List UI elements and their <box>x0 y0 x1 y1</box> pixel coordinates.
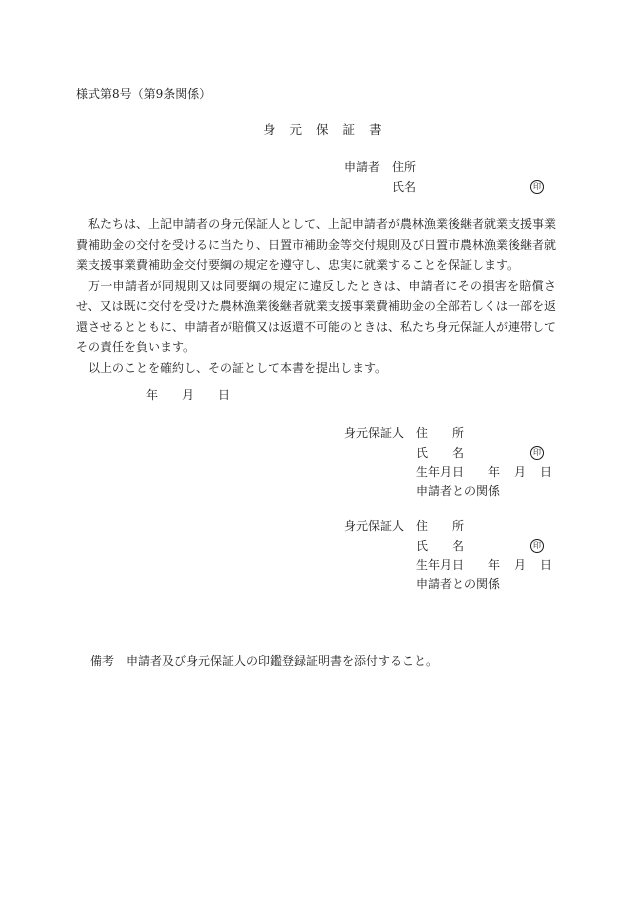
guarantor-1-birth-year: 年 <box>488 465 501 479</box>
guarantor-1-birth-month: 月 <box>514 465 527 479</box>
date-month-label: 月 <box>182 388 195 402</box>
submission-date <box>146 389 230 401</box>
applicant-address-label: 住所 <box>392 160 417 174</box>
date-year-label: 年 <box>146 388 159 402</box>
guarantor-1-name-label-1: 氏 <box>416 446 429 460</box>
guarantor-1-label: 身元保証人 <box>344 426 405 440</box>
guarantor-1-name-row <box>416 447 464 459</box>
remark-label: 備考 <box>90 654 115 668</box>
guarantor-1-address-label-2: 所 <box>452 426 465 440</box>
guarantor-1-birth-row <box>416 466 552 478</box>
title-char: 保 <box>316 122 329 137</box>
title-char: 身 <box>263 122 276 137</box>
applicant-name-label: 氏名 <box>392 180 417 194</box>
guarantor-1-name-label-2: 名 <box>452 446 465 460</box>
guarantor-2-birth-row <box>416 559 552 571</box>
remark <box>90 655 438 667</box>
guarantor-1-birth-label: 生年月日 <box>416 465 465 479</box>
paragraph-guarantee: 私たちは、上記申請者の身元保証人として、上記申請者が農林漁業後継者就業支援事業費補助金の交付を受けるに当たり、日置市補助金等交付規則及び日置市農林漁業後継者就業支援事業費補助金交付要綱の規定を遵守し、忠実に就業することを保証します。 <box>76 217 557 272</box>
guarantor-2-address-label-1: 住 <box>416 519 429 533</box>
guarantor-2-name-label-1: 氏 <box>416 539 429 553</box>
form-number: 様式第8号（第9条関係） <box>76 87 212 101</box>
guarantor-2-label: 身元保証人 <box>344 519 405 533</box>
guarantor-2-name-label-2: 名 <box>452 539 465 553</box>
title-char: 証 <box>342 122 356 137</box>
guarantor-2-address-label-2: 所 <box>452 519 465 533</box>
guarantor-2-relation-label: 申請者との関係 <box>416 577 501 591</box>
date-day-label: 日 <box>218 388 231 402</box>
paragraph-confirmation: 以上のことを確約し、その証として本書を提出します。 <box>88 360 388 375</box>
guarantor-2-birth-year: 年 <box>488 558 501 572</box>
remark-text: 申請者及び身元保証人の印鑑登録証明書を添付すること。 <box>126 654 439 668</box>
guarantor-1-relation-label: 申請者との関係 <box>416 484 501 498</box>
guarantor-1-address-row <box>416 427 464 439</box>
document-title <box>263 124 396 137</box>
guarantor-2-address-row <box>416 520 464 532</box>
guarantor-2-birth-day: 日 <box>540 558 553 572</box>
applicant-seal-mark: 印 <box>530 180 544 194</box>
guarantor-1-address-label-1: 住 <box>416 426 429 440</box>
title-char: 元 <box>289 122 303 137</box>
guarantor-2-birth-label: 生年月日 <box>416 558 465 572</box>
title-char: 書 <box>369 122 382 137</box>
paragraph-liability: 万一申請者が同規則又は同要綱の規定に違反したときは、申請者にその損害を賠償させ、又は既に交付を受けた農林漁業後継者就業支援事業費補助金の全部若しくは一部を返還させるとともに、申請者が賠償又は返還不可能のときは、私たち身元保証人が連帯してその責任を負います。 <box>76 278 557 354</box>
applicant-label: 申請者 <box>344 160 381 174</box>
guarantor-1-birth-day: 日 <box>540 465 553 479</box>
body-text <box>76 214 556 378</box>
guarantor-2-name-row <box>416 540 464 552</box>
guarantor-2-seal-mark: 印 <box>530 539 544 553</box>
guarantor-2-birth-month: 月 <box>514 558 527 572</box>
guarantor-1-seal-mark: 印 <box>530 446 544 460</box>
